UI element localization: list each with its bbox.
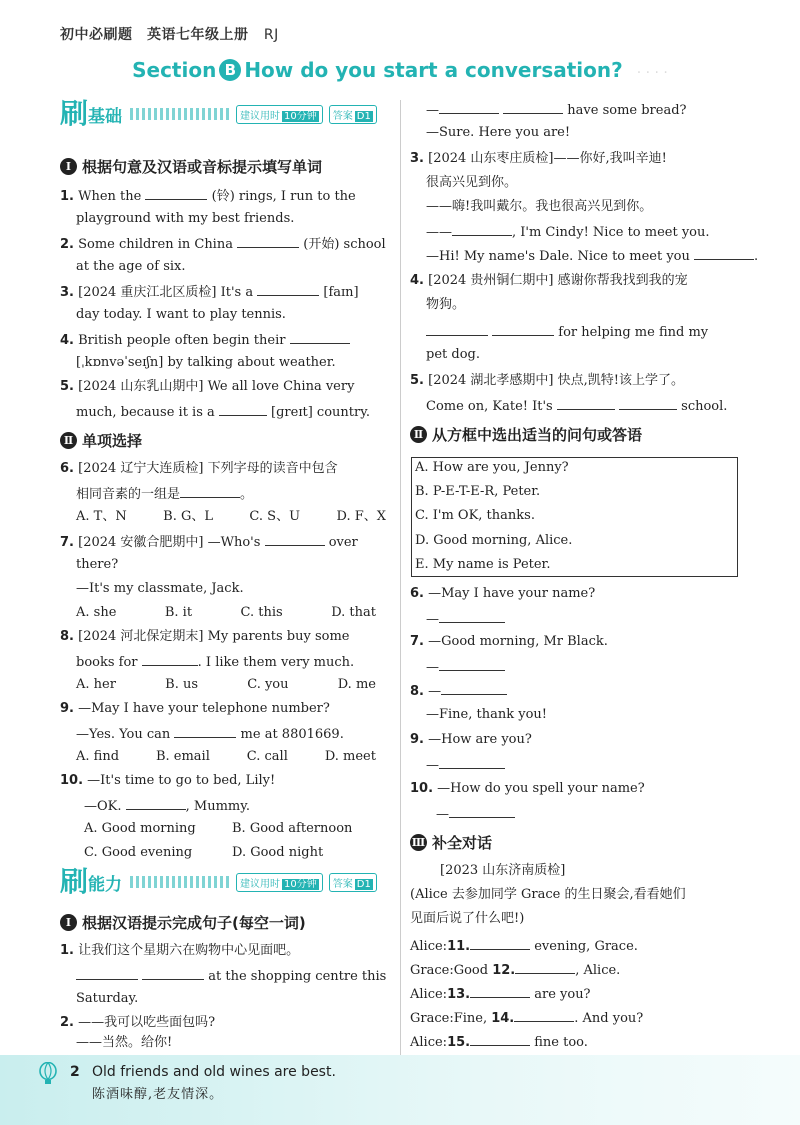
question-10-cont: —OK. , Mummy.	[84, 796, 250, 816]
option[interactable]: B. us	[165, 677, 199, 692]
dialogue-intro-cont: 见面后说了什么吧!)	[410, 911, 525, 926]
roman-badge: Ⅱ	[60, 432, 77, 449]
band-basic	[60, 97, 377, 130]
q10-option-C[interactable]: C. Good evening	[84, 845, 193, 860]
question-3: 3. [2024 重庆江北区质检] It's a [faɪn]	[60, 282, 359, 302]
band-ability	[60, 865, 377, 898]
match-answer-9: —	[426, 755, 505, 775]
match-answer-6: —	[426, 609, 505, 629]
edition-label: RJ	[263, 27, 279, 43]
section-title: 补全对话	[432, 834, 493, 852]
band-title: 能力	[88, 874, 123, 895]
ability-question-4: 4. [2024 贵州铜仁期中] 感谢你帮我找到我的宠	[410, 273, 688, 288]
band-brush-char: 刷	[60, 865, 89, 898]
question-7-reply: —It's my classmate, Jack.	[76, 581, 244, 596]
section-ability-I	[60, 912, 306, 933]
answer-blank[interactable]	[142, 652, 198, 666]
time-tag: 建议用时 10分钟	[236, 873, 323, 892]
answer-blank[interactable]	[439, 755, 505, 769]
footer-proverb: Old friends and old wines are best.	[92, 1064, 336, 1080]
q6-options	[76, 508, 386, 526]
answer-blank[interactable]	[470, 984, 530, 998]
match-question-7: 7. —Good morning, Mr Black.	[410, 634, 608, 649]
option[interactable]: A. T、N	[76, 509, 127, 524]
answer-blank[interactable]	[439, 609, 505, 623]
ability-question-4-end: pet dog.	[426, 347, 480, 362]
ability-question-2-en: — have some bread?	[426, 100, 687, 120]
section-title: 从方框中选出适当的问句或答语	[432, 426, 643, 444]
time-tag: 建议用时 10分钟	[236, 105, 323, 124]
dialogue-source: [2023 山东济南质检]	[440, 863, 566, 878]
q8-options	[76, 676, 376, 694]
ability-question-2: 2. ——我可以吃些面包吗?	[60, 1015, 216, 1030]
answer-blank[interactable]	[142, 966, 204, 980]
page-title	[0, 58, 800, 82]
ability-question-2-cont: ——当然。给你!	[76, 1035, 173, 1050]
answer-blank[interactable]	[515, 960, 575, 974]
option[interactable]: B. it	[164, 605, 193, 620]
footer-proverb-cn: 陈酒味醇,老友情深。	[92, 1087, 224, 1102]
match-question-6: 6. —May I have your name?	[410, 586, 596, 601]
roman-badge: Ⅲ	[411, 836, 426, 849]
ability-question-5-en: Come on, Kate! It's school.	[426, 396, 727, 416]
option[interactable]: C. this	[240, 605, 283, 620]
question-10: 10. —It's time to go to bed, Lily!	[60, 773, 276, 788]
option[interactable]: D. meet	[324, 749, 376, 764]
question-4: 4. British people often begin their	[60, 330, 350, 350]
answer-tag: 答案 D1	[329, 873, 377, 892]
option[interactable]: A. find	[76, 749, 120, 764]
option[interactable]: D. that	[331, 605, 376, 620]
ability-question-3: 3. [2024 山东枣庄质检]——你好,我叫辛迪!	[410, 151, 667, 166]
ability-question-3-cont: 很高兴见到你。	[426, 175, 518, 190]
roman-badge: Ⅱ	[410, 426, 427, 443]
question-7-cont: there?	[76, 557, 119, 572]
ability-question-3-en-reply: —Hi! My name's Dale. Nice to meet you .	[426, 246, 758, 266]
dialogue-line-13: Alice:13. are you?	[410, 984, 591, 1004]
title-text: How do you start a conversation?	[244, 58, 623, 82]
roman-badge: Ⅰ	[60, 158, 77, 175]
answer-blank[interactable]	[174, 724, 236, 738]
q10-option-A[interactable]: A. Good morning	[84, 821, 196, 836]
answer-blank[interactable]	[452, 222, 512, 236]
section-basic-II	[60, 430, 142, 451]
roman-badge: Ⅰ	[60, 914, 77, 931]
section-letter-badge: B	[219, 59, 241, 81]
question-4-cont: [ˌkɒnvəˈseɪʃn] by talking about weather.	[76, 355, 336, 370]
answer-blank[interactable]	[503, 100, 563, 114]
answer-tag: 答案 D1	[329, 105, 377, 124]
match-question-10: 10. —How do you spell your name?	[410, 781, 645, 796]
ability-question-3-en: —— , I'm Cindy! Nice to meet you.	[426, 222, 710, 242]
ability-question-3-cn: ——嗨!我叫戴尔。我也很高兴见到你。	[426, 199, 653, 214]
ability-question-4-en: for helping me find my	[426, 322, 708, 342]
dialogue-line-14: Grace:Fine, 14. . And you?	[410, 1008, 643, 1028]
answer-blank[interactable]	[492, 322, 554, 336]
match-answer-7: —	[426, 657, 505, 677]
ability-question-1-cont: at the shopping centre this	[76, 966, 386, 986]
dialogue-line-12: Grace:Good 12. , Alice.	[410, 960, 620, 980]
answer-blank[interactable]	[76, 966, 138, 980]
section-ability-II	[410, 424, 642, 445]
answer-blank[interactable]	[694, 246, 754, 260]
option[interactable]: D. me	[337, 677, 376, 692]
answer-blank[interactable]	[470, 1032, 530, 1046]
question-8: 8. [2024 河北保定期末] My parents buy some	[60, 629, 350, 644]
dialogue-intro: (Alice 去参加同学 Grace 的生日聚会,看看她们	[410, 887, 686, 902]
answer-blank[interactable]	[126, 796, 186, 810]
option[interactable]: C. you	[247, 677, 289, 692]
q9-options	[76, 748, 376, 766]
section-title: 根据句意及汉语或音标提示填写单词	[82, 158, 323, 176]
box-option-A: A. How are you, Jenny?	[415, 460, 569, 475]
question-3-cont: day today. I want to play tennis.	[76, 307, 286, 322]
answer-blank[interactable]	[237, 234, 299, 248]
option[interactable]: B. G、L	[163, 509, 213, 524]
page-number: 2	[70, 1064, 80, 1080]
option[interactable]: B. email	[155, 749, 210, 764]
box-option-D: D. Good morning, Alice.	[415, 533, 573, 548]
option[interactable]: D. F、X	[336, 509, 386, 524]
match-reply-8: —Fine, thank you!	[426, 707, 548, 722]
question-2-cont: at the age of six.	[76, 259, 186, 274]
ability-question-1-end: Saturday.	[76, 991, 139, 1006]
balloon-icon	[38, 1062, 58, 1086]
band-stripes	[130, 876, 230, 888]
book-header	[60, 24, 279, 44]
question-5-cont: much, because it is a [ɡreɪt] country.	[76, 402, 370, 422]
question-9: 9. —May I have your telephone number?	[60, 701, 330, 716]
match-answer-10: —	[436, 804, 515, 824]
answer-blank[interactable]	[290, 330, 350, 344]
answer-blank[interactable]	[426, 322, 488, 336]
ability-question-2-reply: —Sure. Here you are!	[426, 125, 571, 140]
band-brush-char: 刷	[60, 97, 89, 130]
ability-question-5: 5. [2024 湖北孝感期中] 快点,凯特!该上学了。	[410, 373, 684, 388]
question-2: 2. Some children in China (开始) school	[60, 234, 386, 254]
match-question-9: 9. —How are you?	[410, 732, 532, 747]
q7-options	[76, 604, 376, 622]
question-7: 7. [2024 安徽合肥期中] —Who's over	[60, 532, 358, 552]
column-divider	[400, 100, 401, 1055]
section-ability-III	[410, 832, 492, 853]
answer-blank[interactable]	[439, 100, 499, 114]
answer-blank[interactable]	[470, 936, 530, 950]
section-basic-I	[60, 156, 322, 177]
box-option-C: C. I'm OK, thanks.	[415, 508, 535, 523]
q10-option-B[interactable]: B. Good afternoon	[232, 821, 353, 836]
title-watermark: · · · ·	[636, 65, 668, 81]
band-title: 基础	[88, 106, 123, 127]
ability-question-1: 1. 让我们这个星期六在购物中心见面吧。	[60, 943, 300, 958]
answer-blank[interactable]	[219, 402, 267, 416]
book-title: 初中必刷题 英语七年级上册	[60, 27, 249, 43]
option[interactable]: C. call	[246, 749, 288, 764]
question-6: 6. [2024 辽宁大连质检] 下列字母的读音中包含	[60, 461, 338, 476]
answer-blank[interactable]	[619, 396, 677, 410]
section-title: 单项选择	[82, 432, 143, 450]
dialogue-line-15: Alice:15. fine too.	[410, 1032, 588, 1052]
q10-option-D[interactable]: D. Good night	[232, 845, 324, 860]
question-6-cont: 相同音素的一组是 。	[76, 484, 253, 504]
answer-blank[interactable]	[257, 282, 319, 296]
question-1-cont: playground with my best friends.	[76, 211, 295, 226]
match-question-8: 8. —	[410, 681, 507, 701]
ability-question-4-cont: 物狗。	[426, 297, 466, 312]
question-1: 1. When the (铃) rings, I run to the	[60, 186, 356, 206]
question-5: 5. [2024 山东乳山期中] We all love China very	[60, 379, 355, 394]
answer-blank[interactable]	[265, 532, 325, 546]
question-9-cont: —Yes. You can me at 8801669.	[76, 724, 344, 744]
box-option-E: E. My name is Peter.	[415, 557, 551, 572]
answer-blank[interactable]	[441, 681, 507, 695]
question-8-cont: books for . I like them very much.	[76, 652, 354, 672]
answer-blank[interactable]	[449, 804, 515, 818]
section-title: 根据汉语提示完成句子(每空一词)	[82, 914, 306, 932]
title-section: Section	[132, 58, 217, 82]
option[interactable]: C. S、U	[249, 509, 301, 524]
answer-blank[interactable]	[514, 1008, 574, 1022]
dialogue-line-11: Alice:11. evening, Grace.	[410, 936, 638, 956]
answer-blank[interactable]	[145, 186, 207, 200]
box-option-B: B. P-E-T-E-R, Peter.	[415, 484, 541, 499]
option[interactable]: A. she	[76, 605, 117, 620]
option[interactable]: A. her	[76, 677, 116, 692]
answer-blank[interactable]	[180, 484, 240, 498]
answer-blank[interactable]	[557, 396, 615, 410]
answer-blank[interactable]	[439, 657, 505, 671]
band-stripes	[130, 108, 230, 120]
